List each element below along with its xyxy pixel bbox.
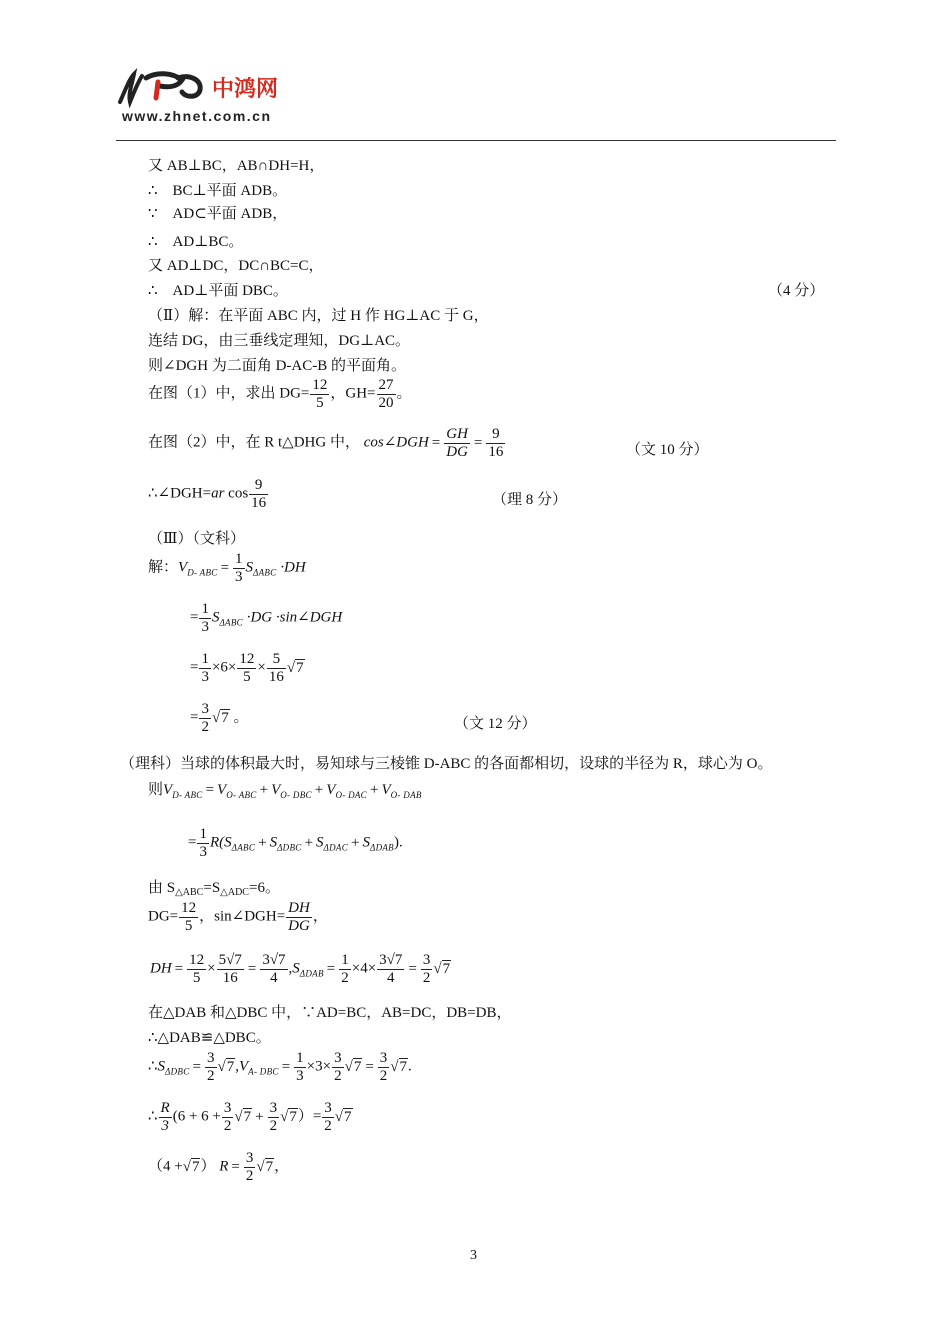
- line-3: ∵ AD⊂平面 ADB，: [148, 206, 288, 222]
- line-9: 则∠DGH 为二面角 D-AC-B 的平面角。: [148, 358, 406, 374]
- score-li-8: （理 8 分）: [492, 492, 568, 508]
- line-6: ∴ AD⊥平面 DBC。: [148, 283, 288, 299]
- site-logo[interactable]: [116, 64, 286, 130]
- line-20: = $\frac{1}{3}$ $R(S_{\Delta ABC} + S_{\Delta DBC} + S_{\Delta DAC} + S_{\Delta DAB})$.: [188, 826, 403, 860]
- fraction: $\frac{12}{5}$: [312, 377, 328, 411]
- line-11: 在图（2）中，在 R t△DHG 中， cos∠DGH = $\frac{GH}{DG}$ = $\frac{9}{16}$: [148, 426, 504, 460]
- line-24: 在△DAB 和△DBC 中，∵AD=BC，AB=DC，DB=DB，: [148, 1005, 512, 1021]
- line-8: 连结 DG，由三垂线定理知，DG⊥AC。: [148, 333, 411, 349]
- text: 。: [396, 385, 412, 402]
- line-13: （Ⅲ）（文科）: [148, 531, 245, 547]
- line-16: = $\frac{1}{3}$ ×6× $\frac{12}{5}$ × $\frac{5}{16}$ √7: [190, 651, 304, 685]
- line-10: [148, 377, 412, 412]
- line-15: = $\frac{1}{3}$ $S_{\Delta ABC} \cdot DG$ ·sin∠DGH: [190, 601, 343, 635]
- line-23: DH = $\frac{12}{5}$ × $\frac{5√7}{16}$ = $\frac{3√7}{4}$ $,S_{\Delta DAB}$ = $\frac{1}{2}$ ×4× $\frac{3√7}{4}$ = $\frac{3}{2}$ √7: [150, 952, 451, 986]
- line-12: ∴∠DGH=ar cos $\frac{9}{16}$: [148, 477, 267, 511]
- text: 在图（1）中，求出 DG=: [148, 385, 310, 402]
- line-25: ∴△DAB≌△DBC。: [148, 1030, 271, 1046]
- score-wen-10: （文 10 分）: [626, 442, 709, 458]
- line-14: 解：$V_{D- ABC}$ = $\frac{1}{3}$ $S_{\Delta ABC} \cdot DH$: [148, 551, 306, 585]
- fraction: $\frac{27}{20}$: [378, 377, 394, 411]
- line-17: = $\frac{3}{2}$ √7 。: [190, 701, 249, 735]
- text: ，GH=: [330, 385, 376, 402]
- brand-url: www.zhnet.com.cn: [122, 108, 272, 124]
- line-5: 又 AD⊥DC，DC∩BC=C，: [148, 258, 324, 274]
- line-1: 又 AB⊥BC，AB∩DH=H，: [148, 158, 325, 174]
- line-26: $\therefore S_{\Delta DBC}$ = $\frac{3}{2}$ $√7,V_{A- DBC}$ = $\frac{1}{3}$ ×3× $\frac{3}{2}$ √7 = $\frac{3}{2}$ √7.: [148, 1050, 412, 1084]
- line-19: 则$V_{D- ABC} = V_{O- ABC} + V_{O- DBC} + V_{O- DAC} + V_{O- DAB}$: [148, 782, 422, 800]
- line-28: （4 +√7） R = $\frac{3}{2}$ √7，: [148, 1150, 290, 1184]
- logo-brush-mark: [116, 68, 208, 110]
- header-rule: [116, 140, 836, 141]
- line-27: ∴ $\frac{R}{3}$ (6 + 6 + $\frac{3}{2}$ √7 + $\frac{3}{2}$ √7）= $\frac{3}{2}$ √7: [148, 1100, 352, 1134]
- score-4: （4 分）: [768, 283, 825, 299]
- line-2: ∴ BC⊥平面 ADB。: [148, 183, 288, 199]
- line-21: 由 $S_{\triangle ABC}=S_{\triangle ADC}=6$。: [148, 880, 280, 898]
- score-wen-12: （文 12 分）: [454, 716, 537, 732]
- brand-name: 中鸿网: [212, 76, 279, 101]
- line-18: （理科）当球的体积最大时，易知球与三棱锥 D-ABC 的各面都相切，设球的半径为 R，球心为 O。: [120, 756, 773, 772]
- page-number: 3: [470, 1248, 477, 1263]
- line-7: （Ⅱ）解：在平面 ABC 内，过 H 作 HG⊥AC 于 G，: [148, 308, 489, 324]
- line-4: ∴ AD⊥BC。: [148, 234, 244, 250]
- line-22: DG= $\frac{12}{5}$ ，sin∠DGH= $\frac{DH}{DG}$ ，: [148, 900, 328, 934]
